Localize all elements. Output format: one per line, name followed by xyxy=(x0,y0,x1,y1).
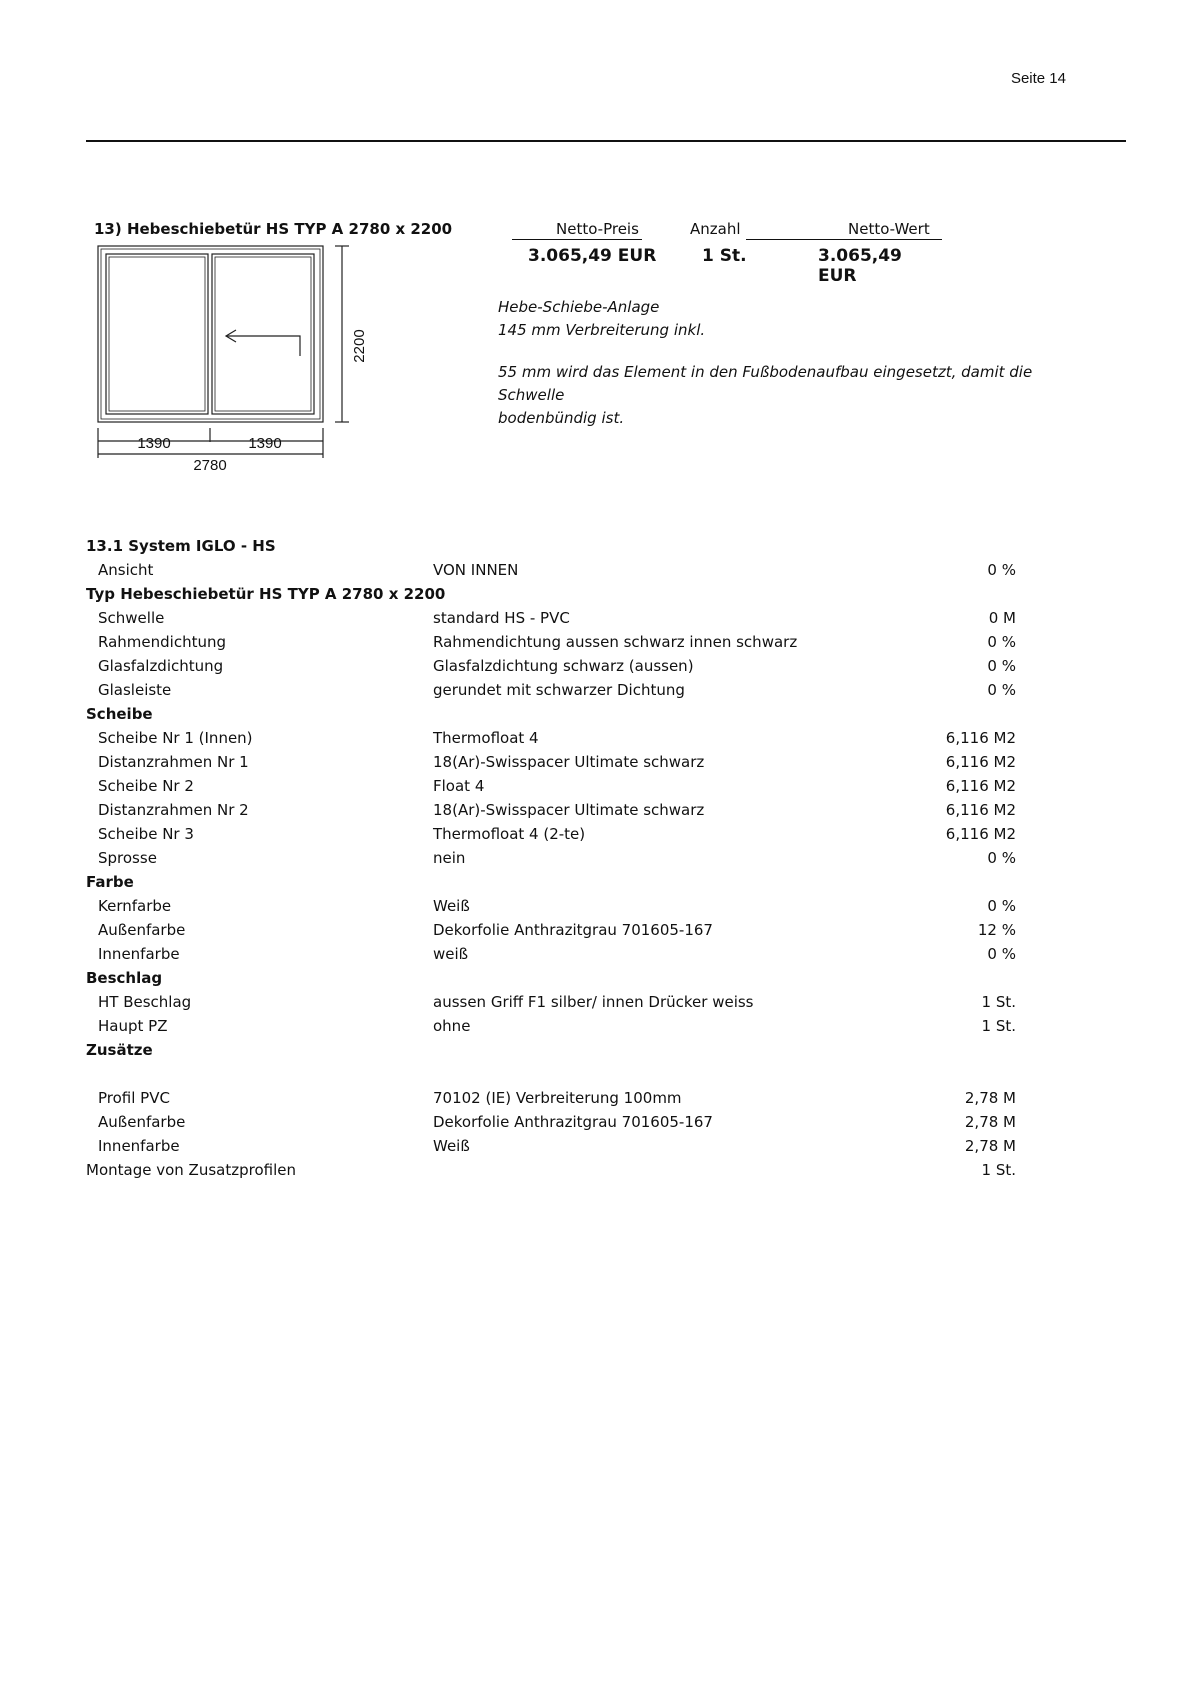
net-value-value: 3.065,49 EUR xyxy=(818,246,902,286)
spec-label: Glasfalzdichtung xyxy=(98,657,224,675)
net-price-value: 3.065,49 EUR xyxy=(528,246,657,266)
spec-amount: 2,78 M xyxy=(964,1113,1016,1131)
spec-label: Distanzrahmen Nr 1 xyxy=(98,753,249,771)
spec-value: aussen Griff F1 silber/ innen Drücker weiss xyxy=(433,993,754,1011)
spec-amount: 0 % xyxy=(987,657,1016,675)
spec-label: Scheibe xyxy=(86,705,153,723)
spec-row xyxy=(86,918,1016,942)
spec-amount: 6,116 M2 xyxy=(945,729,1016,747)
spec-value: 18(Ar)-Swisspacer Ultimate schwarz xyxy=(433,801,705,819)
spec-row xyxy=(86,846,1016,870)
spec-label: Scheibe Nr 1 (Innen) xyxy=(98,729,253,747)
right-width-label: 1390 xyxy=(248,435,282,452)
spec-row xyxy=(86,726,1016,750)
outer-frame xyxy=(98,246,323,422)
total-width-label: 2780 xyxy=(193,457,227,474)
spec-label: Typ Hebeschiebetür HS TYP A 2780 x 2200 xyxy=(86,585,446,603)
spec-label: Innenfarbe xyxy=(98,1137,180,1155)
spec-label: Montage von Zusatzprofilen xyxy=(86,1161,296,1179)
spec-label: Ansicht xyxy=(98,561,154,579)
spec-label: Scheibe Nr 3 xyxy=(98,825,194,843)
door-drawing xyxy=(92,240,392,480)
spec-label: Sprosse xyxy=(98,849,157,867)
spec-amount: 6,116 M2 xyxy=(945,801,1016,819)
spec-value: 70102 (IE) Verbreiterung 100mm xyxy=(433,1089,682,1107)
spec-section-header xyxy=(86,1038,1016,1062)
spec-label: Zusätze xyxy=(86,1041,153,1059)
spec-label: Beschlag xyxy=(86,969,163,987)
spec-label: Kernfarbe xyxy=(98,897,172,915)
item-title: 13) Hebeschiebetür HS TYP A 2780 x 2200 xyxy=(94,220,453,238)
spec-label: Außenfarbe xyxy=(98,1113,186,1131)
spec-label: HT Beschlag xyxy=(98,993,192,1011)
spec-amount: 0 % xyxy=(987,633,1016,651)
spec-row xyxy=(86,798,1016,822)
note-line: bodenbündig ist. xyxy=(498,409,625,427)
quantity-value: 1 St. xyxy=(702,246,747,266)
spec-amount: 1 St. xyxy=(981,1161,1016,1179)
note-line: 55 mm wird das Element in den Fußbodenaufbau eingesetzt, damit die Schwelle xyxy=(498,363,1033,404)
spec-row xyxy=(86,558,1016,582)
spec-row xyxy=(86,774,1016,798)
inner-frame xyxy=(101,249,320,419)
spec-value: Thermofloat 4 (2-te) xyxy=(433,825,586,843)
spec-section-header xyxy=(86,702,1016,726)
spec-label: Rahmendichtung xyxy=(98,633,226,651)
spec-label: 13.1 System IGLO - HS xyxy=(86,537,276,555)
header-rule xyxy=(86,140,1126,142)
spec-value: Rahmendichtung aussen schwarz innen schwarz xyxy=(433,633,798,651)
spec-amount: 6,116 M2 xyxy=(945,753,1016,771)
left-sash xyxy=(106,254,208,414)
spec-amount: 6,116 M2 xyxy=(945,777,1016,795)
spec-label: Glasleiste xyxy=(98,681,172,699)
net-price-underline xyxy=(512,239,642,240)
spec-table xyxy=(86,534,1016,1182)
quantity-header: Anzahl xyxy=(690,220,741,238)
spec-amount: 0 M xyxy=(988,609,1016,627)
spec-amount: 12 % xyxy=(977,921,1016,939)
left-width-label: 1390 xyxy=(137,435,171,452)
spec-value: Dekorfolie Anthrazitgrau 701605-167 xyxy=(433,921,713,939)
spec-amount: 1 St. xyxy=(981,1017,1016,1035)
spec-amount: 2,78 M xyxy=(964,1137,1016,1155)
spec-row xyxy=(86,942,1016,966)
spec-amount: 2,78 M xyxy=(964,1089,1016,1107)
spec-label: Schwelle xyxy=(98,609,165,627)
page-number: Seite 14 xyxy=(1010,70,1066,87)
spec-amount: 0 % xyxy=(987,681,1016,699)
net-value-header: Netto-Wert xyxy=(848,220,930,238)
spec-amount: 0 % xyxy=(987,561,1016,579)
spec-value: weiß xyxy=(433,945,469,963)
spec-row xyxy=(86,1014,1016,1038)
spec-value: standard HS - PVC xyxy=(433,609,570,627)
spec-amount: 6,116 M2 xyxy=(945,825,1016,843)
spec-value: Thermofloat 4 xyxy=(433,729,539,747)
spec-value: Float 4 xyxy=(433,777,485,795)
spec-value: VON INNEN xyxy=(433,561,519,579)
spec-value: gerundet mit schwarzer Dichtung xyxy=(433,681,685,699)
spec-label: Scheibe Nr 2 xyxy=(98,777,194,795)
spec-value: Weiß xyxy=(433,897,470,915)
spec-value: Weiß xyxy=(433,1137,470,1155)
note-line: Hebe-Schiebe-Anlage xyxy=(498,298,660,316)
spec-label: Haupt PZ xyxy=(98,1017,168,1035)
right-sash xyxy=(212,254,314,414)
net-price-header: Netto-Preis xyxy=(556,220,639,238)
spec-row xyxy=(86,1086,1016,1110)
spec-value: Dekorfolie Anthrazitgrau 701605-167 xyxy=(433,1113,713,1131)
spec-row xyxy=(86,1158,1016,1182)
spec-value: 18(Ar)-Swisspacer Ultimate schwarz xyxy=(433,753,705,771)
spec-value: Glasfalzdichtung schwarz (aussen) xyxy=(433,657,694,675)
spec-section-header xyxy=(86,582,1016,606)
spec-label: Distanzrahmen Nr 2 xyxy=(98,801,249,819)
spec-row xyxy=(86,990,1016,1014)
spec-value: ohne xyxy=(433,1017,471,1035)
spec-spacer xyxy=(86,1062,1016,1086)
spec-row xyxy=(86,750,1016,774)
spec-label: Außenfarbe xyxy=(98,921,186,939)
spec-section-header xyxy=(86,534,1016,558)
spec-row xyxy=(86,1134,1016,1158)
spec-row xyxy=(86,894,1016,918)
sliding-arrow xyxy=(226,336,300,356)
spec-section-header xyxy=(86,870,1016,894)
spec-row xyxy=(86,606,1016,630)
spec-row xyxy=(86,1110,1016,1134)
spec-row xyxy=(86,630,1016,654)
spec-label: Farbe xyxy=(86,873,134,891)
spec-amount: 1 St. xyxy=(981,993,1016,1011)
note-line: 145 mm Verbreiterung inkl. xyxy=(498,321,706,339)
height-label: 2200 xyxy=(351,329,368,363)
spec-amount: 0 % xyxy=(987,849,1016,867)
spec-label: Profil PVC xyxy=(98,1089,170,1107)
item-notes xyxy=(498,296,1098,430)
spec-row xyxy=(86,822,1016,846)
spec-row xyxy=(86,654,1016,678)
net-value-underline xyxy=(746,239,942,240)
spec-value: nein xyxy=(433,849,466,867)
spec-amount: 0 % xyxy=(987,897,1016,915)
spec-row xyxy=(86,678,1016,702)
spec-section-header xyxy=(86,966,1016,990)
spec-amount: 0 % xyxy=(987,945,1016,963)
spec-label: Innenfarbe xyxy=(98,945,180,963)
